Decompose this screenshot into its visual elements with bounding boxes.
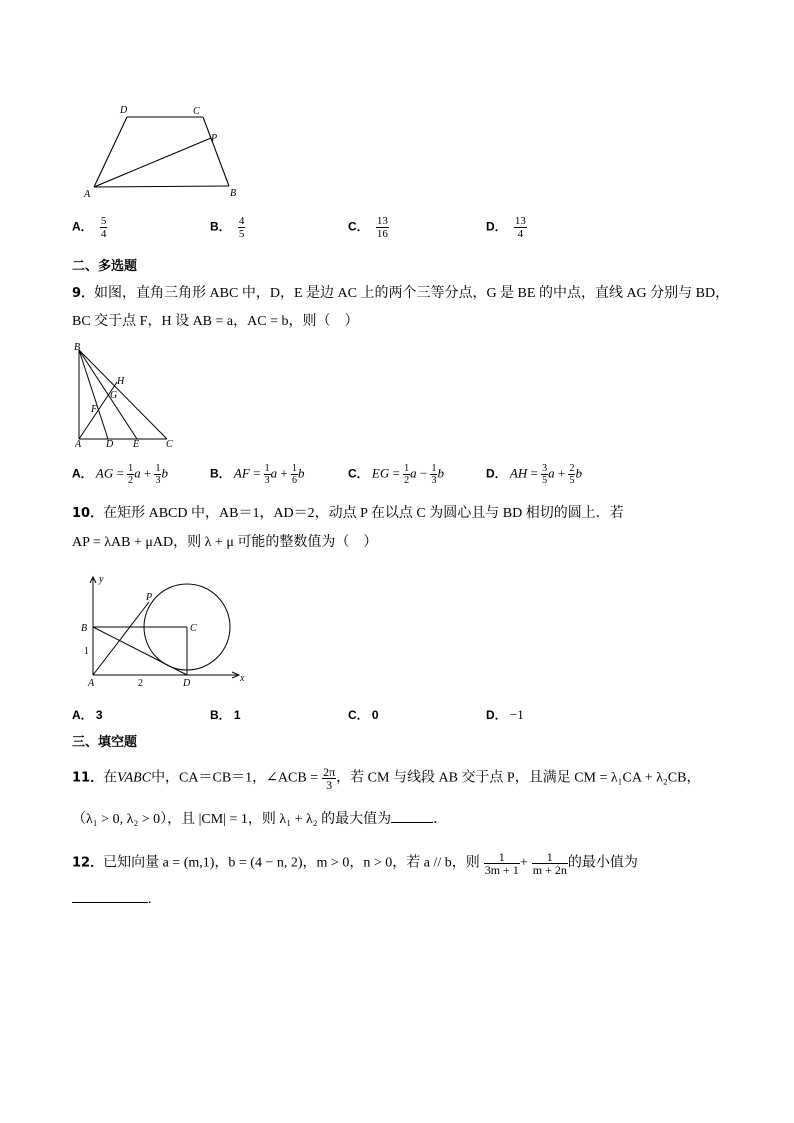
point-label-E: E [133, 439, 140, 450]
axis-label-x: x [240, 673, 245, 684]
figure-rectangle-circle [78, 572, 253, 692]
point-label-B: B [81, 623, 88, 634]
q11-text-line2: （λ₁ > 0, λ₂ > 0），且 |CM| = 1，则 λ₁ + λ₂ 的最大值为 ． [72, 812, 448, 827]
point-label-C: C [166, 439, 173, 450]
figure-right-triangle [70, 340, 180, 450]
q10-option-a[interactable]: A． 3 [72, 708, 103, 722]
section-heading-multiple-choice: 二、多选题 [72, 259, 138, 274]
q10-option-d[interactable]: D． −1 [486, 707, 524, 722]
point-label-D: D [120, 105, 128, 116]
answer-blank[interactable] [391, 822, 433, 823]
point-label-A: A [75, 439, 82, 450]
q8-option-a[interactable]: A． $\frac{5}{4}$ [72, 215, 107, 240]
section-heading-fill-in: 三、填空题 [72, 735, 138, 750]
q9-option-a[interactable]: A． AG = $\frac{1}{2}$ a + $\frac{1}{3}$ b [72, 463, 168, 486]
q8-option-d[interactable]: D． $\frac{13}{4}$ [486, 215, 526, 240]
q10-option-c[interactable]: C． 0 [348, 708, 379, 722]
length-label-1: 1 [84, 646, 89, 657]
figure-trapezoid [80, 100, 250, 200]
q9-text-line2: BC 交于点 F，H 设 AB = a，AC = b，则（ ） [72, 314, 359, 329]
q8-option-b[interactable]: B． $\frac{4}{5}$ [210, 215, 245, 240]
point-label-P: P [211, 133, 218, 144]
q10-option-b[interactable]: B． 1 [210, 708, 241, 722]
q12-answer-line: . [72, 890, 152, 910]
point-label-C: C [193, 106, 200, 117]
axis-label-y: y [99, 574, 104, 585]
point-label-C: C [190, 623, 197, 634]
q10-text-line2: AP = λAB + μAD，则 λ + μ 可能的整数值为（ ） [72, 535, 378, 550]
q9-option-b[interactable]: B． AF = $\frac{1}{3}$ a + $\frac{1}{6}$ b [210, 463, 305, 486]
q8-option-c[interactable]: C． $\frac{13}{16}$ [348, 215, 388, 240]
point-label-A: A [88, 678, 95, 689]
q9-option-d[interactable]: D． AH = $\frac{3}{5}$ a + $\frac{2}{5}$ b [486, 463, 582, 486]
point-label-G: G [110, 390, 118, 401]
q9-option-c[interactable]: C． EG = $\frac{1}{2}$ a − $\frac{1}{3}$ b [348, 463, 444, 486]
q9-text-line1: 9．如图，直角三角形 ABC 中，D，E 是边 AC 上的两个三等分点，G 是 BE 的中点，直线 AG 分别与 BD， [72, 286, 730, 301]
answer-blank[interactable] [72, 902, 148, 903]
point-label-H: H [117, 376, 125, 387]
point-label-B: B [74, 342, 81, 353]
q12-text-line1: 12．已知向量 a = (m,1)，b = (4 − n, 2)，m > 0，n > 0，若 a // b，则 $\frac{1}{3m + 1}$ + $\frac{1}{m + 2n}$ 的最小值为 [72, 850, 638, 877]
point-label-B: B [230, 188, 237, 199]
point-label-D: D [183, 678, 191, 689]
point-label-D: D [106, 439, 114, 450]
length-label-2: 2 [138, 678, 143, 689]
q11-text-line1: 11．在VABC中，CA＝CB＝1，∠ACB = $\frac{2\pi}{3}$ ，若 CM 与线段 AB 交于点 P，且满足 CM = λ₁CA + λ₂CB， [72, 765, 701, 792]
point-label-F: F [91, 404, 98, 415]
point-label-A: A [84, 189, 91, 200]
point-label-P: P [146, 592, 153, 603]
q10-text-line1: 10．在矩形 ABCD 中，AB＝1，AD＝2，动点 P 在以点 C 为圆心且与 BD 相切的圆上．若 [72, 506, 624, 521]
